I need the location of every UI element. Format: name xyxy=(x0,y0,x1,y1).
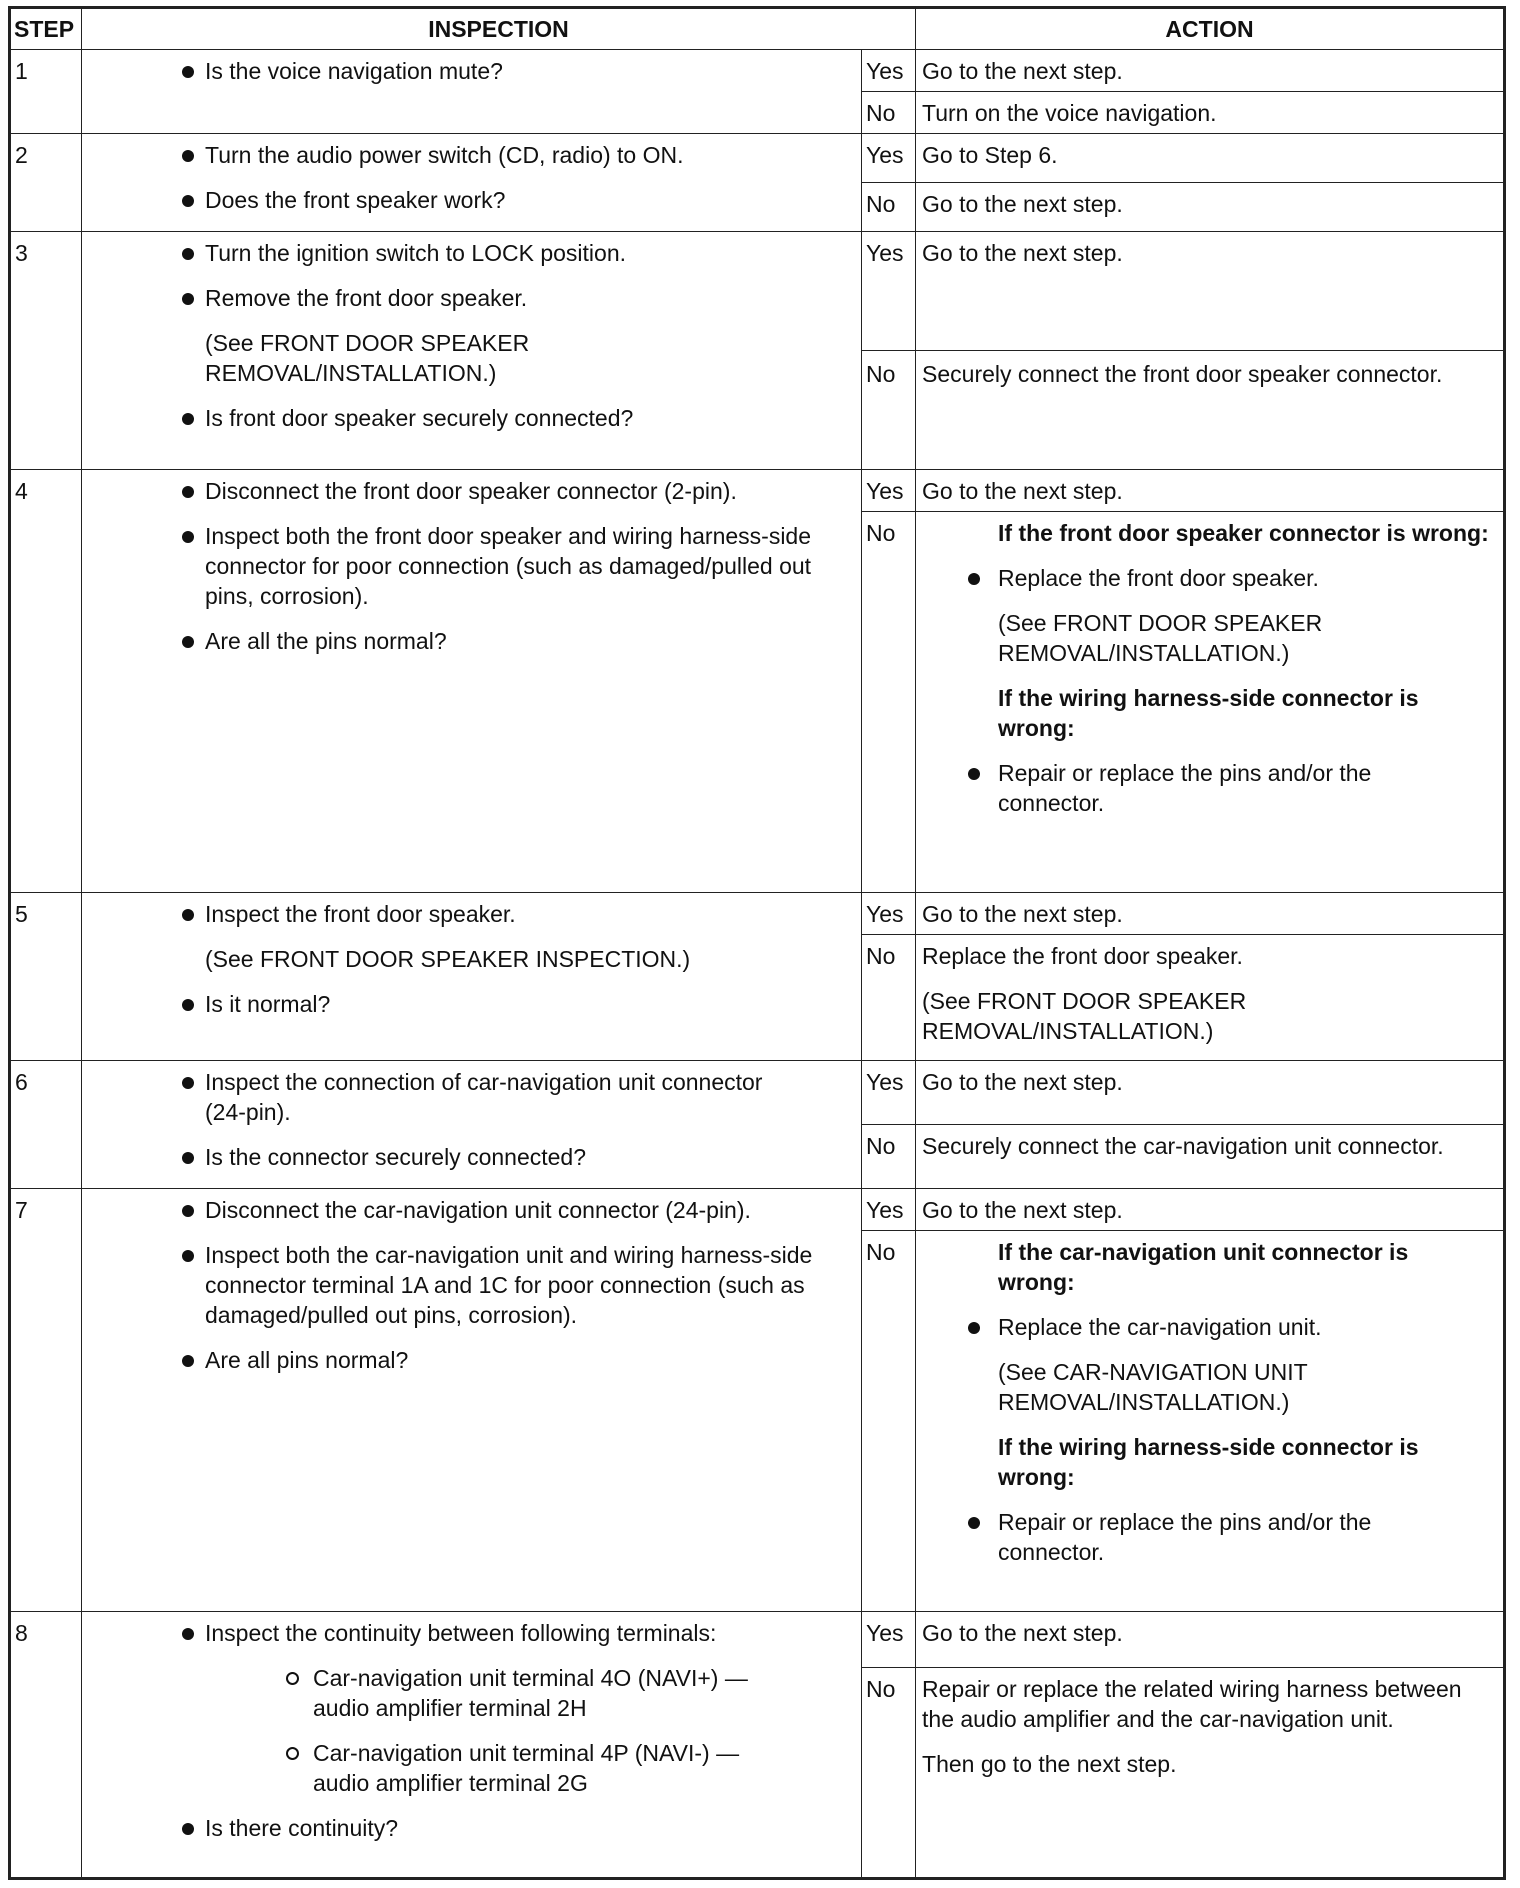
yes-action: Go to Step 6. xyxy=(916,134,1505,183)
no-action: Securely connect the car-navigation unit connector. xyxy=(916,1125,1505,1189)
inspection-item: Turn the ignition switch to LOCK position. xyxy=(82,238,855,268)
no-action: Go to the next step. xyxy=(916,183,1505,232)
table-row xyxy=(10,232,1505,351)
inspection-item: Is front door speaker securely connected? xyxy=(82,403,855,433)
inspection-item: Are all pins normal? xyxy=(82,1345,855,1375)
no-label: No xyxy=(862,1668,916,1879)
step-number: 5 xyxy=(10,893,82,1061)
yes-action: Go to the next step. xyxy=(916,1612,1505,1668)
action-column-header: ACTION xyxy=(916,8,1505,50)
inspection-item: Is the voice navigation mute? xyxy=(82,56,855,86)
troubleshooting-document xyxy=(8,6,1506,1880)
yes-action: Go to the next step. xyxy=(916,893,1505,935)
step-column-header: STEP xyxy=(10,8,82,50)
yes-action: Go to the next step. xyxy=(916,232,1505,351)
inspection-item: Remove the front door speaker. xyxy=(82,283,855,313)
no-action: Securely connect the front door speaker connector. xyxy=(916,351,1505,470)
inspection-item: Disconnect the front door speaker connector (2-pin). xyxy=(82,476,855,506)
yes-label: Yes xyxy=(862,50,916,92)
terminal-pair-item: Car-navigation unit terminal 4P (NAVI-) — audio amplifier terminal 2G xyxy=(82,1738,855,1798)
yes-label: Yes xyxy=(862,1612,916,1668)
inspection-item: Are all the pins normal? xyxy=(82,626,855,656)
table-row xyxy=(10,50,1505,92)
step-number: 2 xyxy=(10,134,82,232)
inspection-item: Inspect both the front door speaker and wiring harness-side connector for poor connection (such as damaged/pulled out pins, corrosion). xyxy=(82,521,855,611)
inspection-item: Disconnect the car-navigation unit connector (24-pin). xyxy=(82,1195,855,1225)
yes-label: Yes xyxy=(862,1061,916,1125)
inspection-item: Is the connector securely connected? xyxy=(82,1142,855,1172)
inspection-cell xyxy=(82,232,862,470)
inspection-cell xyxy=(82,1612,862,1879)
yes-label: Yes xyxy=(862,134,916,183)
yes-label: Yes xyxy=(862,893,916,935)
condition-heading: If the car-navigation unit connector is wrong: xyxy=(998,1239,1409,1295)
inspection-column-header: INSPECTION xyxy=(82,8,916,50)
action-reference: (See FRONT DOOR SPEAKER REMOVAL/INSTALLATION.) xyxy=(922,988,1247,1044)
inspection-cell xyxy=(82,893,862,1061)
condition-heading: If the wiring harness-side connector is wrong: xyxy=(998,1434,1419,1490)
no-label: No xyxy=(862,183,916,232)
no-label: No xyxy=(862,935,916,1061)
table-row xyxy=(10,470,1505,512)
inspection-reference: (See FRONT DOOR SPEAKER INSPECTION.) xyxy=(205,946,691,972)
inspection-cell xyxy=(82,470,862,893)
inspection-item: Inspect the continuity between following terminals: xyxy=(82,1618,855,1648)
inspection-item: Inspect the connection of car-navigation unit connector (24-pin). xyxy=(82,1067,855,1127)
step-number: 7 xyxy=(10,1189,82,1612)
no-label: No xyxy=(862,1231,916,1612)
yes-action: Go to the next step. xyxy=(916,1061,1505,1125)
action-item: Replace the car-navigation unit. xyxy=(922,1312,1499,1342)
inspection-item: Inspect both the car-navigation unit and wiring harness-side connector terminal 1A and 1C for poor connection (such as damaged/pulled out pins, corrosion). xyxy=(82,1240,855,1330)
yes-label: Yes xyxy=(862,1189,916,1231)
inspection-item: Is there continuity? xyxy=(82,1813,855,1843)
step-number: 1 xyxy=(10,50,82,134)
yes-label: Yes xyxy=(862,232,916,351)
yes-label: Yes xyxy=(862,470,916,512)
action-reference: (See FRONT DOOR SPEAKER REMOVAL/INSTALLATION.) xyxy=(998,610,1323,666)
inspection-item: Is it normal? xyxy=(82,989,855,1019)
no-action-cell xyxy=(916,512,1505,893)
inspection-item: Does the front speaker work? xyxy=(82,185,855,215)
action-text: Then go to the next step. xyxy=(922,1751,1177,1777)
inspection-cell xyxy=(82,1189,862,1612)
no-label: No xyxy=(862,92,916,134)
inspection-item: Inspect the front door speaker. xyxy=(82,899,855,929)
header-row xyxy=(10,8,1505,50)
no-label: No xyxy=(862,512,916,893)
no-action-cell xyxy=(916,935,1505,1061)
troubleshooting-table xyxy=(8,6,1506,1880)
table-row xyxy=(10,893,1505,935)
yes-action: Go to the next step. xyxy=(916,50,1505,92)
terminal-pair-item: Car-navigation unit terminal 4O (NAVI+) — audio amplifier terminal 2H xyxy=(82,1663,855,1723)
inspection-cell xyxy=(82,50,862,134)
action-item: Repair or replace the pins and/or the connector. xyxy=(922,1507,1416,1567)
step-number: 3 xyxy=(10,232,82,470)
no-action: Turn on the voice navigation. xyxy=(916,92,1505,134)
table-row xyxy=(10,134,1505,183)
table-row xyxy=(10,1189,1505,1231)
no-label: No xyxy=(862,1125,916,1189)
action-reference: (See CAR-NAVIGATION UNIT REMOVAL/INSTALLATION.) xyxy=(998,1359,1308,1415)
no-action-cell xyxy=(916,1231,1505,1612)
step-number: 8 xyxy=(10,1612,82,1879)
no-action-cell xyxy=(916,1668,1505,1879)
action-item: Repair or replace the pins and/or the connector. xyxy=(922,758,1416,818)
step-number: 6 xyxy=(10,1061,82,1189)
inspection-item: Turn the audio power switch (CD, radio) to ON. xyxy=(82,140,855,170)
inspection-cell xyxy=(82,1061,862,1189)
inspection-cell xyxy=(82,134,862,232)
condition-heading: If the front door speaker connector is wrong: xyxy=(998,520,1489,546)
table-row xyxy=(10,1061,1505,1125)
action-text: Repair or replace the related wiring harness between the audio amplifier and the car-navigation unit. xyxy=(922,1676,1462,1732)
action-item: Replace the front door speaker. xyxy=(922,563,1499,593)
no-label: No xyxy=(862,351,916,470)
condition-heading: If the wiring harness-side connector is wrong: xyxy=(998,685,1419,741)
yes-action: Go to the next step. xyxy=(916,1189,1505,1231)
inspection-reference: (See FRONT DOOR SPEAKER REMOVAL/INSTALLATION.) xyxy=(205,330,530,386)
action-text: Replace the front door speaker. xyxy=(922,943,1243,969)
step-number: 4 xyxy=(10,470,82,893)
table-row xyxy=(10,1612,1505,1668)
yes-action: Go to the next step. xyxy=(916,470,1505,512)
